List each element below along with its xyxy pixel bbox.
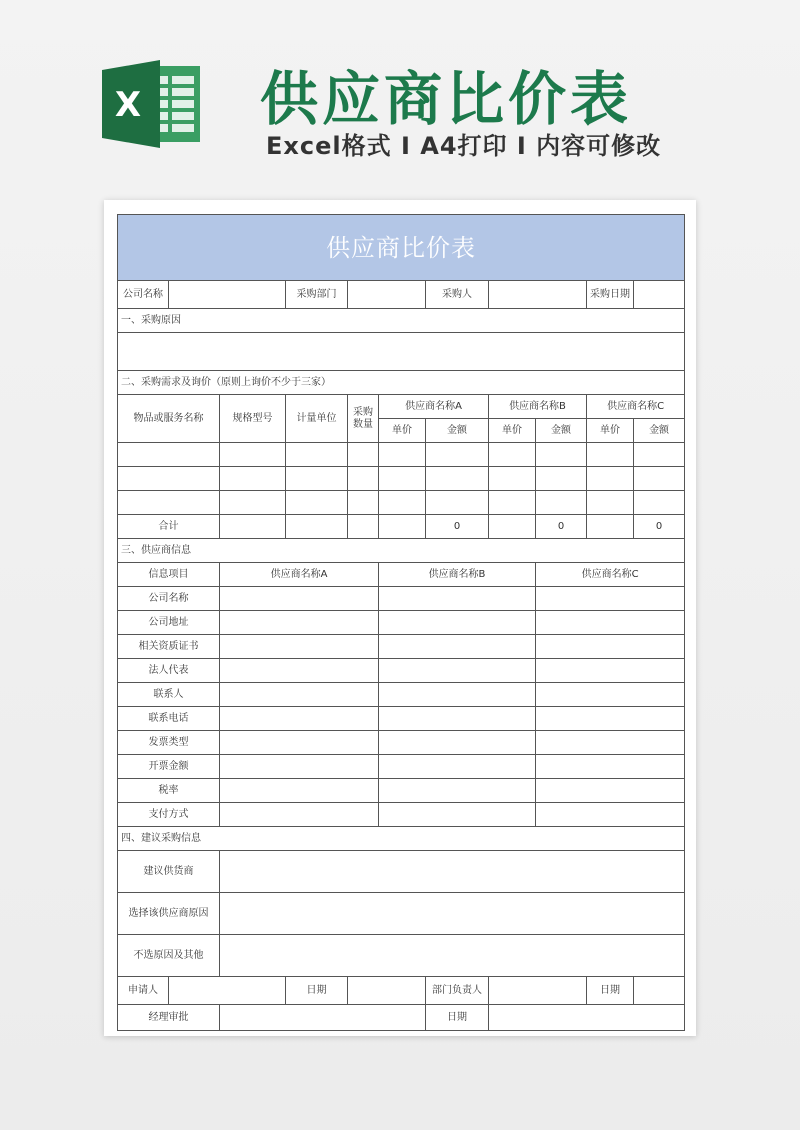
sheet-title: 供应商比价表 xyxy=(118,215,685,281)
info-cell[interactable] xyxy=(220,755,379,779)
header-item-name: 物品或服务名称 xyxy=(118,395,220,443)
dept-head-date-label: 日期 xyxy=(587,977,634,1005)
info-cell[interactable] xyxy=(379,611,536,635)
item-cell[interactable] xyxy=(118,467,220,491)
total-row xyxy=(118,515,685,539)
purchase-date-label: 采购日期 xyxy=(587,281,634,309)
amount-cell[interactable] xyxy=(536,467,587,491)
info-cell[interactable] xyxy=(379,683,536,707)
header-quantity: 采购数量 xyxy=(348,395,379,443)
total-amount-b: 0 xyxy=(536,515,587,539)
info-cell[interactable] xyxy=(220,731,379,755)
info-cell[interactable] xyxy=(536,611,685,635)
header-price-b: 单价 xyxy=(489,419,536,443)
table-row xyxy=(118,635,685,659)
dept-head-cell[interactable] xyxy=(489,977,587,1005)
header-supplier-a: 供应商名称A xyxy=(379,395,489,419)
info-row-label: 支付方式 xyxy=(118,803,220,827)
info-row-label: 发票类型 xyxy=(118,731,220,755)
info-cell[interactable] xyxy=(220,587,379,611)
table-row xyxy=(118,491,685,515)
manager-date-label: 日期 xyxy=(426,1005,489,1031)
info-row-label: 公司名称 xyxy=(118,587,220,611)
info-cell[interactable] xyxy=(536,659,685,683)
applicant-date-label: 日期 xyxy=(286,977,348,1005)
manager-approval-label: 经理审批 xyxy=(118,1005,220,1031)
info-row-label: 公司地址 xyxy=(118,611,220,635)
info-cell[interactable] xyxy=(220,779,379,803)
info-row-label: 相关资质证书 xyxy=(118,635,220,659)
total-amount-c: 0 xyxy=(634,515,685,539)
section-supplier-info: 三、供应商信息 xyxy=(118,539,685,563)
header-unit: 计量单位 xyxy=(286,395,348,443)
info-row-label: 联系人 xyxy=(118,683,220,707)
purchase-dept-cell[interactable] xyxy=(348,281,426,309)
item-cell[interactable] xyxy=(118,491,220,515)
info-header-supplier-a: 供应商名称A xyxy=(220,563,379,587)
price-cell[interactable] xyxy=(379,491,426,515)
excel-logo-letter: X xyxy=(114,85,142,125)
price-cell[interactable] xyxy=(489,491,536,515)
info-cell[interactable] xyxy=(220,683,379,707)
buyer-label: 采购人 xyxy=(426,281,489,309)
table-row xyxy=(118,659,685,683)
table-row xyxy=(118,587,685,611)
company-name-cell[interactable] xyxy=(169,281,286,309)
table-row xyxy=(118,731,685,755)
spec-cell[interactable] xyxy=(220,467,286,491)
unit-cell[interactable] xyxy=(286,443,348,467)
rejection-reason-cell[interactable] xyxy=(220,935,685,977)
price-cell[interactable] xyxy=(489,467,536,491)
applicant-date-cell[interactable] xyxy=(348,977,426,1005)
info-cell[interactable] xyxy=(379,659,536,683)
header-price-c: 单价 xyxy=(587,419,634,443)
spec-cell[interactable] xyxy=(220,443,286,467)
amount-cell[interactable] xyxy=(426,491,489,515)
price-cell[interactable] xyxy=(379,467,426,491)
buyer-cell[interactable] xyxy=(489,281,587,309)
total-amount-a: 0 xyxy=(426,515,489,539)
info-header-supplier-b: 供应商名称B xyxy=(379,563,536,587)
unit-cell[interactable] xyxy=(286,491,348,515)
qty-cell[interactable] xyxy=(348,491,379,515)
table-row xyxy=(118,707,685,731)
supplier-comparison-table xyxy=(117,214,685,1031)
applicant-cell[interactable] xyxy=(169,977,286,1005)
banner xyxy=(0,0,800,195)
info-header-supplier-c: 供应商名称C xyxy=(536,563,685,587)
info-row-label: 联系电话 xyxy=(118,707,220,731)
header-supplier-c: 供应商名称C xyxy=(587,395,685,419)
table-row xyxy=(118,779,685,803)
amount-cell[interactable] xyxy=(634,443,685,467)
purchase-reason-cell[interactable] xyxy=(118,333,685,371)
info-cell[interactable] xyxy=(220,803,379,827)
manager-date-cell[interactable] xyxy=(489,1005,685,1031)
info-cell[interactable] xyxy=(379,779,536,803)
amount-cell[interactable] xyxy=(426,443,489,467)
info-cell[interactable] xyxy=(220,659,379,683)
header-supplier-b: 供应商名称B xyxy=(489,395,587,419)
item-cell[interactable] xyxy=(118,443,220,467)
table-row xyxy=(118,683,685,707)
header-amount-a: 金额 xyxy=(426,419,489,443)
price-cell[interactable] xyxy=(587,491,634,515)
info-cell[interactable] xyxy=(379,635,536,659)
rejection-reason-label: 不选原因及其他 xyxy=(118,935,220,977)
price-cell[interactable] xyxy=(489,443,536,467)
info-row-label: 税率 xyxy=(118,779,220,803)
selection-reason-label: 选择该供应商原因 xyxy=(118,893,220,935)
info-cell[interactable] xyxy=(536,707,685,731)
info-cell[interactable] xyxy=(536,635,685,659)
recommended-supplier-label: 建议供货商 xyxy=(118,851,220,893)
section-recommendation: 四、建议采购信息 xyxy=(118,827,685,851)
amount-cell[interactable] xyxy=(634,467,685,491)
recommended-supplier-cell[interactable] xyxy=(220,851,685,893)
info-cell[interactable] xyxy=(220,707,379,731)
manager-approval-cell[interactable] xyxy=(220,1005,426,1031)
qty-cell[interactable] xyxy=(348,443,379,467)
section-purchase-reason: 一、采购原因 xyxy=(118,309,685,333)
table-row xyxy=(118,443,685,467)
unit-cell[interactable] xyxy=(286,467,348,491)
info-cell[interactable] xyxy=(220,611,379,635)
dept-head-date-cell[interactable] xyxy=(634,977,685,1005)
table-row xyxy=(118,803,685,827)
info-cell[interactable] xyxy=(536,731,685,755)
info-cell[interactable] xyxy=(379,803,536,827)
section-purchase-demand: 二、采购需求及询价（原则上询价不少于三家） xyxy=(118,371,685,395)
total-label: 合计 xyxy=(118,515,220,539)
dept-head-label: 部门负责人 xyxy=(426,977,489,1005)
amount-cell[interactable] xyxy=(426,467,489,491)
info-cell[interactable] xyxy=(379,587,536,611)
table-row xyxy=(118,467,685,491)
info-cell[interactable] xyxy=(379,707,536,731)
applicant-label: 申请人 xyxy=(118,977,169,1005)
price-cell[interactable] xyxy=(379,443,426,467)
info-row-label: 法人代表 xyxy=(118,659,220,683)
info-row-label: 开票金额 xyxy=(118,755,220,779)
info-cell[interactable] xyxy=(536,683,685,707)
header-amount-b: 金额 xyxy=(536,419,587,443)
price-cell[interactable] xyxy=(587,443,634,467)
info-cell[interactable] xyxy=(379,731,536,755)
header-spec: 规格型号 xyxy=(220,395,286,443)
spec-cell[interactable] xyxy=(220,491,286,515)
info-cell[interactable] xyxy=(536,803,685,827)
info-cell[interactable] xyxy=(536,755,685,779)
info-cell[interactable] xyxy=(379,755,536,779)
excel-logo-icon xyxy=(102,60,204,148)
header-price-a: 单价 xyxy=(379,419,426,443)
purchase-date-cell[interactable] xyxy=(634,281,685,309)
page-title: 供应商比价表 xyxy=(260,65,633,133)
qty-cell[interactable] xyxy=(348,467,379,491)
info-cell[interactable] xyxy=(536,779,685,803)
info-cell[interactable] xyxy=(220,635,379,659)
amount-cell[interactable] xyxy=(634,491,685,515)
info-header-item: 信息项目 xyxy=(118,563,220,587)
info-cell[interactable] xyxy=(536,587,685,611)
table-row xyxy=(118,611,685,635)
page-subtitle: Excel格式 I A4打印 I 内容可修改 xyxy=(266,132,662,160)
price-cell[interactable] xyxy=(587,467,634,491)
purchase-dept-label: 采购部门 xyxy=(286,281,348,309)
header-amount-c: 金额 xyxy=(634,419,685,443)
company-name-label: 公司名称 xyxy=(118,281,169,309)
amount-cell[interactable] xyxy=(536,443,587,467)
amount-cell[interactable] xyxy=(536,491,587,515)
table-row xyxy=(118,755,685,779)
selection-reason-cell[interactable] xyxy=(220,893,685,935)
